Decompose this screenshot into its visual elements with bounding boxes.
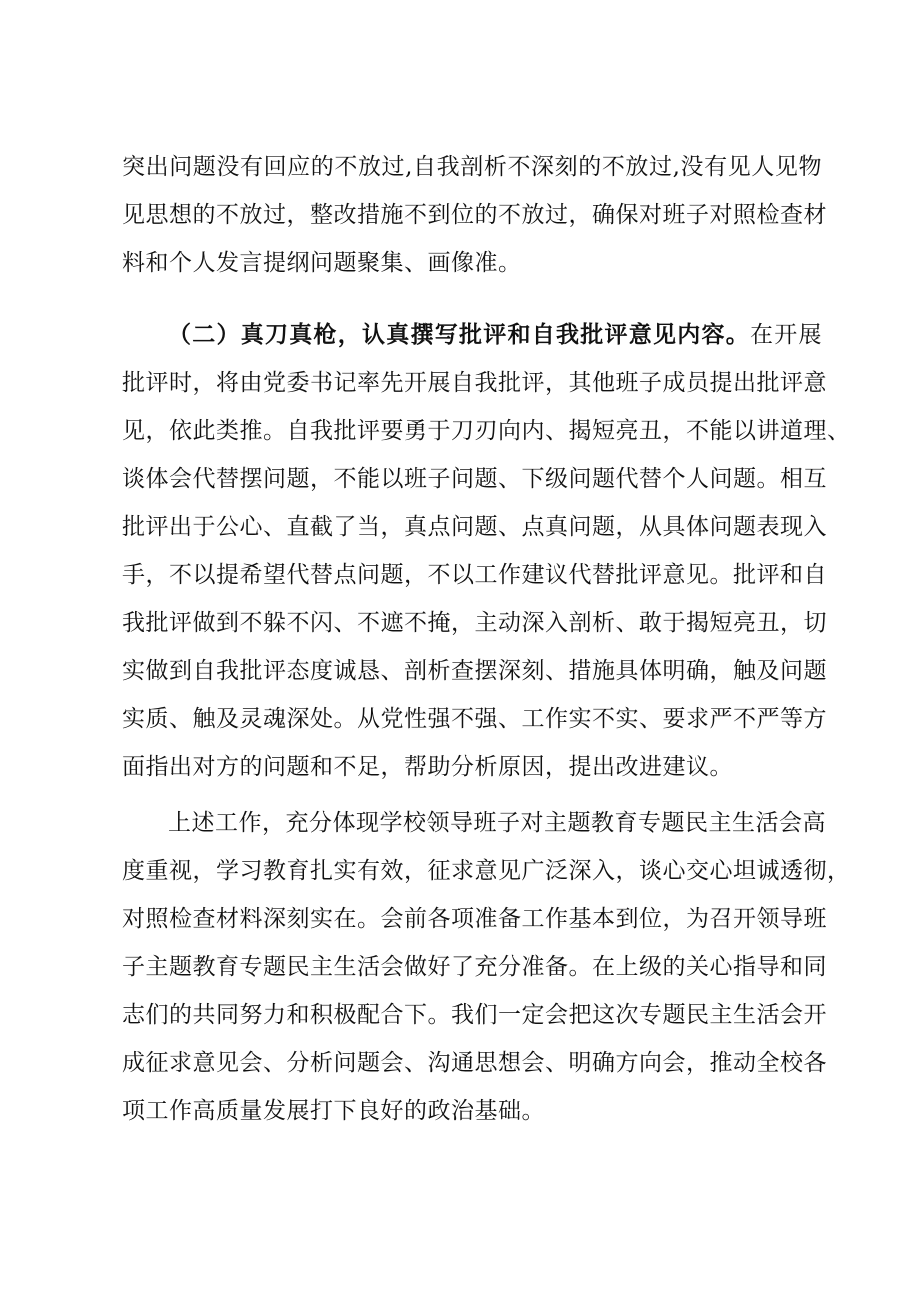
text-line: 料和个人发言提纲问题聚集、画像准。: [122, 250, 522, 276]
heading-line-rest: 在开展: [750, 322, 822, 348]
text-line: 志们的共同努力和积极配合下。我们一定会把这次专题民主生活会开: [122, 1002, 827, 1028]
text-line: 对照检查材料深刻实在。会前各项准备工作基本到位，为召开领导班: [122, 906, 827, 932]
text-line: 实做到自我批评态度诚恳、剖析查摆深刻、措施具体明确，触及问题: [122, 658, 827, 684]
text-line: 面指出对方的问题和不足，帮助分析原因，提出改进建议。: [122, 754, 733, 780]
text-line: 项工作高质量发展打下良好的政治基础。: [122, 1098, 545, 1124]
text-line: 实质、触及灵魂深处。从党性强不强、工作实不实、要求严不严等方: [122, 706, 827, 732]
section-heading: （二）真刀真枪，认真撰写批评和自我批评意见内容。: [168, 321, 750, 348]
paragraph-continuation: [122, 143, 827, 287]
text-line: 子主题教育专题民主生活会做好了充分准备。在上级的关心指导和同: [122, 954, 827, 980]
paragraph-section-two: [122, 311, 851, 791]
text-line: 见思想的不放过，整改措施不到位的不放过，确保对班子对照检查材: [122, 202, 827, 228]
text-line: 度重视，学习教育扎实有效，征求意见广泛深入，谈心交心坦诚透彻，: [122, 858, 851, 884]
text-line: 上述工作，充分体现学校领导班子对主题教育专题民主生活会高: [168, 810, 826, 836]
text-line: 见，依此类推。自我批评要勇于刀刃向内、揭短亮丑，不能以讲道理、: [122, 418, 851, 444]
text-line: 批评时，将由党委书记率先开展自我批评，其他班子成员提出批评意: [122, 370, 827, 396]
text-line: 我批评做到不躲不闪、不遮不掩，主动深入剖析、敢于揭短亮丑，切: [122, 610, 827, 636]
text-line: 谈体会代替摆问题，不能以班子问题、下级问题代替个人问题。相互: [122, 466, 827, 492]
paragraph-summary: [122, 799, 851, 1135]
text-line: 突出问题没有回应的不放过,自我剖析不深刻的不放过,没有见人见物: [122, 154, 822, 180]
section-heading-line: [122, 311, 822, 359]
text-line: 手，不以提希望代替点问题，不以工作建议代替批评意见。批评和自: [122, 562, 827, 588]
text-line: 批评出于公心、直截了当，真点问题、点真问题，从具体问题表现入: [122, 514, 827, 540]
text-line: 成征求意见会、分析问题会、沟通思想会、明确方向会，推动全校各: [122, 1050, 827, 1076]
